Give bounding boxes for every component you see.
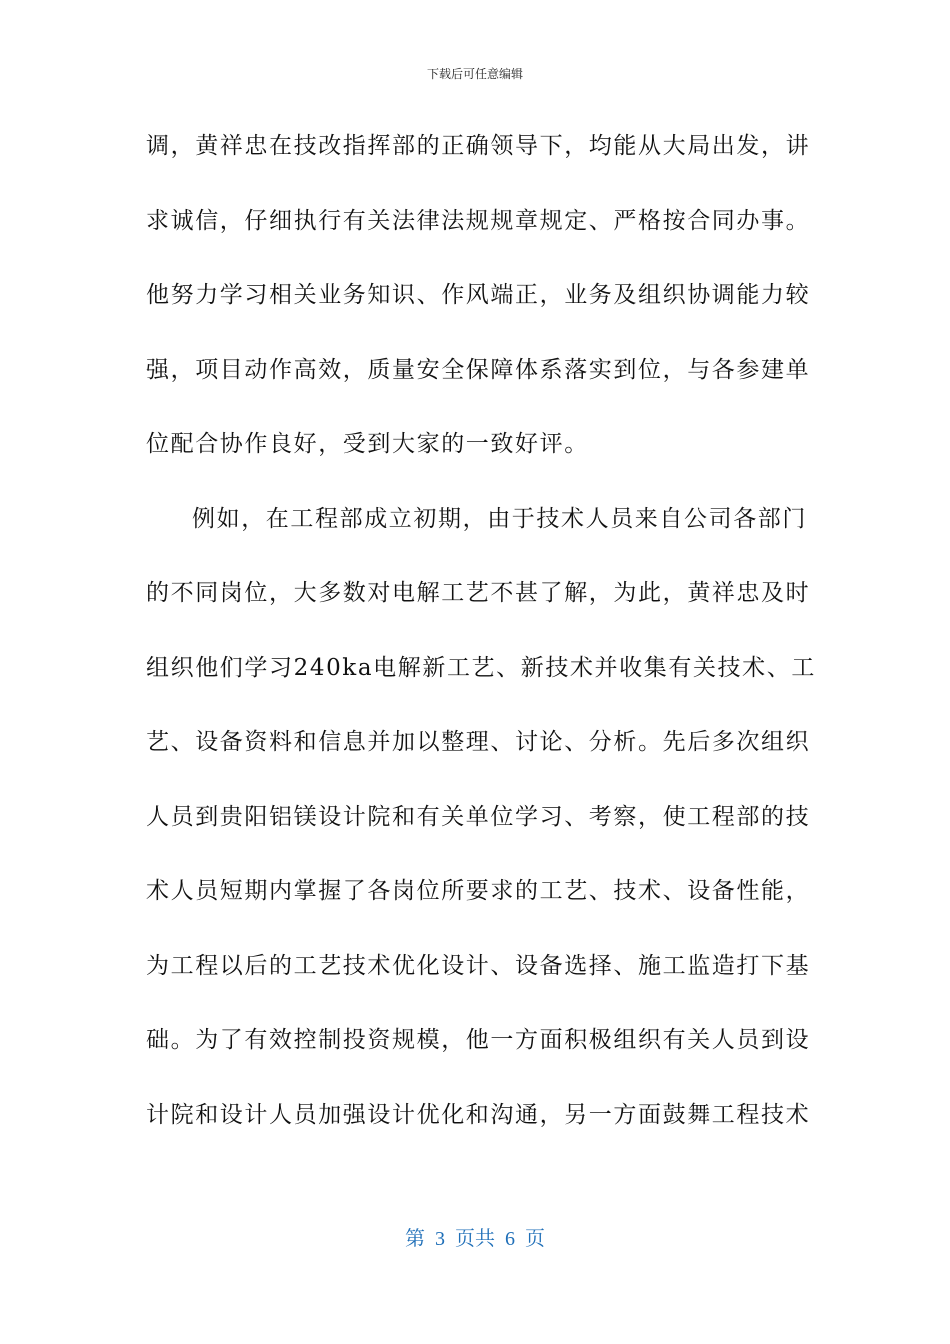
text-line: 组织他们学习240ka电解新工艺、新技术并收集有关技术、工	[146, 654, 816, 681]
text-line: 艺、设备资料和信息并加以整理、讨论、分析。先后多次组织	[146, 729, 811, 755]
text-line: 的不同岗位，大多数对电解工艺不甚了解，为此，黄祥忠及时	[146, 580, 811, 606]
text-line: 术人员短期内掌握了各岗位所要求的工艺、技术、设备性能，	[146, 878, 811, 904]
page-header: 下载后可任意编辑	[426, 67, 523, 81]
text-line: 调，黄祥忠在技改指挥部的正确领导下，均能从大局出发，讲	[146, 133, 811, 159]
text-line: 他努力学习相关业务知识、作风端正，业务及组织协调能力较	[146, 282, 811, 308]
text-line: 位配合协作良好，受到大家的一致好评。	[146, 431, 589, 457]
page-footer: 第 3 页共 6 页	[405, 1228, 545, 1250]
text-line: 计院和设计人员加强设计优化和沟通，另一方面鼓舞工程技术	[146, 1101, 811, 1128]
text-line: 础。为了有效控制投资规模，他一方面积极组织有关人员到设	[146, 1027, 811, 1053]
document-body	[146, 124, 816, 1167]
text-line: 人员到贵阳铝镁设计院和有关单位学习、考察，使工程部的技	[146, 803, 811, 830]
paragraph-first-line: 例如，在工程部成立初期，由于技术人员来自公司各部门	[192, 505, 807, 532]
text-line: 强，项目动作高效，质量安全保障体系落实到位，与各参建单	[146, 356, 811, 383]
text-line: 为工程以后的工艺技术优化设计、设备选择、施工监造打下基	[146, 952, 811, 979]
text-line: 求诚信，仔细执行有关法律法规规章规定、严格按合同办事。	[146, 207, 811, 234]
